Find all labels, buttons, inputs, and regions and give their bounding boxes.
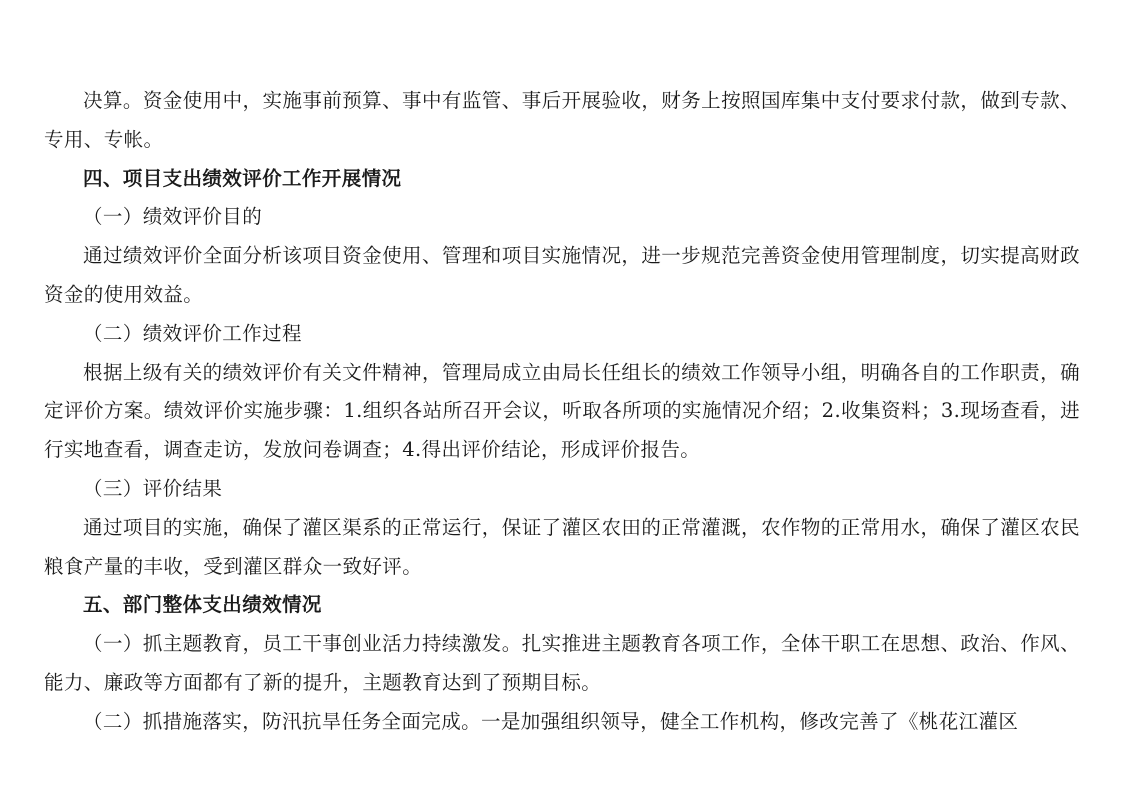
section-heading-5: 五、部门整体支出绩效情况 (83, 593, 322, 617)
paragraph-evaluation-result: 通过项目的实施，确保了灌区渠系的正常运行，保证了灌区农田的正常灌溉，农作物的正常用水，确保了灌区农民粮食产量的丰收，受到灌区群众一致好评。 (44, 515, 1080, 578)
paragraph-evaluation-process: 根据上级有关的绩效评价有关文件精神，管理局成立由局长任组长的绩效工作领导小组，明确各自的工作职责，确定评价方案。绩效评价实施步骤：1.组织各站所召开会议，听取各所项的实施情况介绍；2.收集资料；3.现场查看，进行实地查看，调查走访，发放问卷调查；4.得出评价结论，形成评价报告。 (44, 360, 1080, 462)
paragraph-evaluation-purpose: 通过绩效评价全面分析该项目资金使用、管理和项目实施情况，进一步规范完善资金使用管理制度，切实提高财政资金的使用效益。 (44, 244, 1080, 306)
subheading-evaluation-result: （三）评价结果 (83, 476, 223, 500)
subheading-evaluation-purpose: （一）绩效评价目的 (83, 205, 263, 229)
section-heading-4: 四、项目支出绩效评价工作开展情况 (83, 166, 402, 190)
paragraph-theme-education: （一）抓主题教育，员工干事创业活力持续激发。扎实推进主题教育各项工作，全体干职工在思想、政治、作风、能力、廉政等方面都有了新的提升，主题教育达到了预期目标。 (44, 632, 1080, 694)
paragraph-flood-drought: （二）抓措施落实，防汛抗旱任务全面完成。一是加强组织领导，健全工作机构，修改完善了《桃花江灌区 (83, 709, 1019, 733)
subheading-evaluation-process: （二）绩效评价工作过程 (83, 321, 302, 345)
document-page (44, 82, 1080, 742)
paragraph-budget-closing: 决算。资金使用中，实施事前预算、事中有监管、事后开展验收，财务上按照国库集中支付要求付款，做到专款、专用、专帐。 (44, 89, 1080, 151)
